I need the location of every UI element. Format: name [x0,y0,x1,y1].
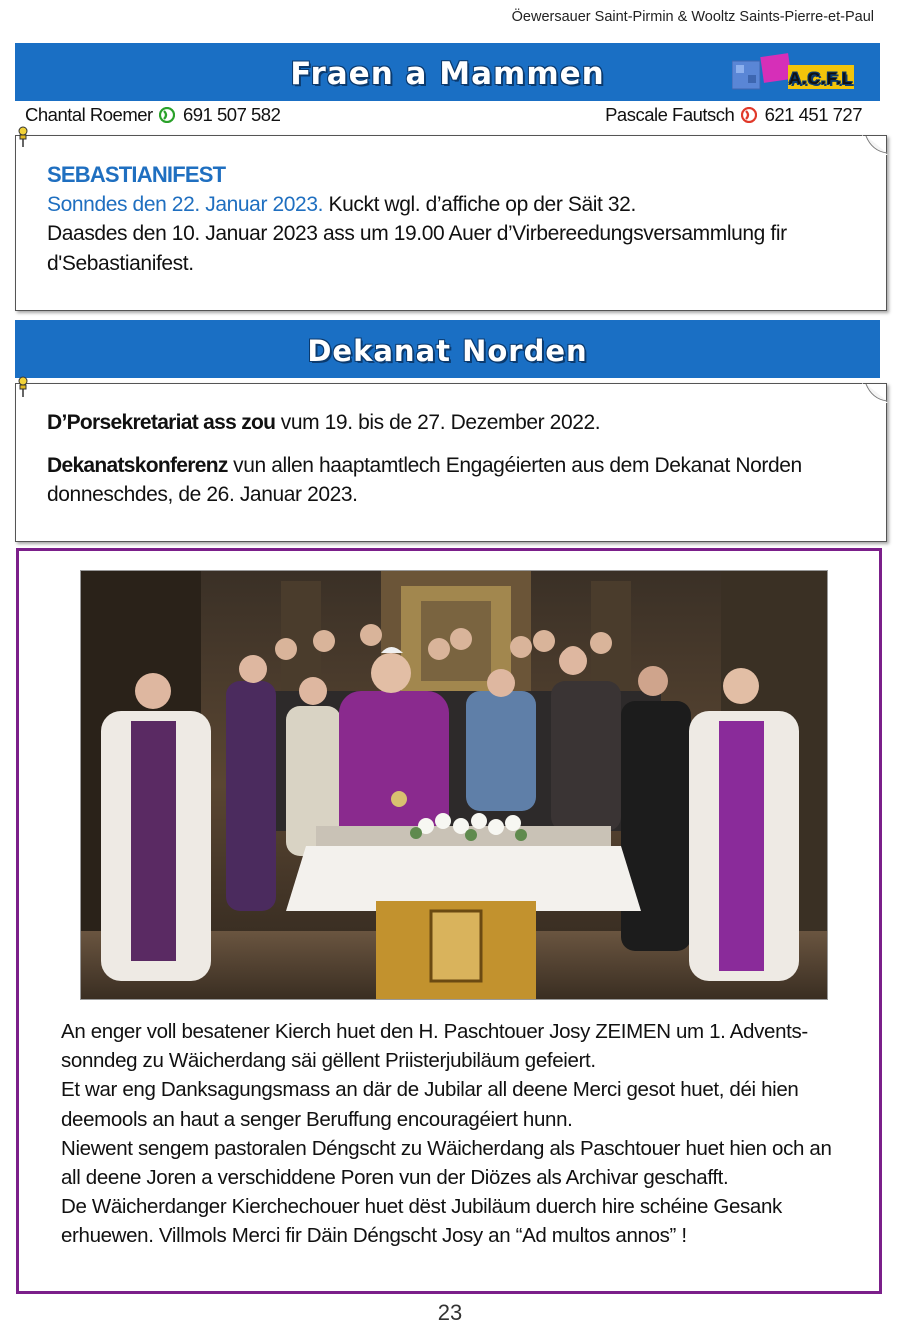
contact-pascale [605,104,862,126]
article-paragraph: De Wäicherdanger Kierchechouer huet dëst Jubiläum duerch hire schéine Gesank erhuewen. Villmols Merci fir Däin Déngscht Josy an “Ad multos annos” ! [61,1195,782,1248]
item-text: vum 19. bis de 27. Dezember 2022. [275,411,601,434]
banner-dekanat-norden: Dekanat Norden [15,320,880,378]
notice-body [47,160,866,278]
folded-corner-icon [862,135,888,155]
article-frame [16,548,882,1294]
church-group-photo-image [81,571,827,999]
phone-icon [741,107,757,123]
banner-fraen-a-mammen [15,43,880,101]
notice-title: SEBASTIANIFEST [47,162,226,187]
pushpin-icon [16,126,30,148]
article-paragraph: Niewent sengem pastoralen Déngscht zu Wäicherdang als Paschtouer huet hien och an all deene Joren a verschiddene Poren vun der Diözes als Archivar geschafft. [61,1136,832,1190]
item-label: Dekanatskonferenz [47,453,228,477]
item-label: D’Porsekretariat ass zou [47,411,276,434]
notice-sebastianifest [15,135,887,311]
page-number: 23 [437,1300,463,1325]
notice-line-1 [47,190,866,220]
contact-phone[interactable]: 621 451 727 [764,104,862,125]
contact-phone[interactable]: 691 507 582 [182,104,281,125]
contact-name: Pascale Fautsch [605,104,735,125]
header-parish-note: Öewersauer Saint-Pirmin & Wooltz Saints-Pierre-et-Paul [511,9,874,25]
article-paragraph: An enger voll besatener Kierch huet den H. Paschtouer Josy ZEIMEN um 1. Advents-sonndeg zu Wäicherdang säi gëllent Priisterjubiläum gefeiert. [61,1020,808,1073]
logo-text: A.C.F.L [788,69,854,88]
notice-item-2 [47,451,866,510]
article-paragraph: Et war eng Danksagungsmass an där de Jubilar all deene Merci gesot huet, déi hien deemools an haut a senger Beruffung encouragéiert hunn. [61,1078,799,1131]
contact-name: Chantal Roemer [25,104,153,125]
contact-row [25,104,862,130]
notice-line-2: Daasdes den 10. Januar 2023 ass um 19.00 Auer d’Virbereedungsversammlung fir d'Sebastianifest. [47,222,787,275]
event-date-rest: Kuckt wgl. d’affiche op der Säit 32. [323,192,636,216]
phone-icon [159,107,175,123]
pushpin-icon [16,376,30,398]
banner-title: Fraen a Mammen [290,56,605,92]
contact-chantal [25,104,280,126]
item-text: vun allen haaptamtlech Engagéierten aus dem Dekanat Norden donneschdes, de 26. Januar 2023. [47,453,802,506]
notice-body [47,408,866,510]
folded-corner-icon [862,383,888,403]
article-text [61,1017,851,1251]
notice-dekanat [15,383,887,542]
notice-item-1 [47,408,866,438]
acfl-logo [732,53,856,93]
group-photo [80,570,828,1000]
event-date: Sonndes den 22. Januar 2023. [47,192,324,216]
